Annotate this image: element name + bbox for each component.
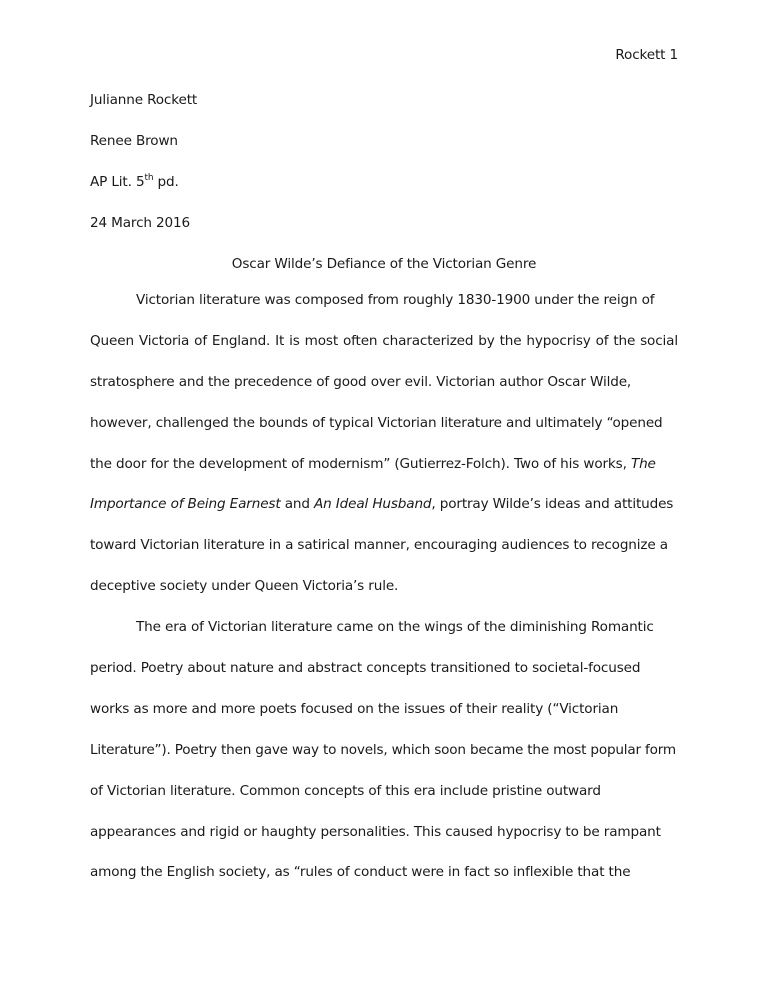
student-name: Julianne Rockett [90,92,198,108]
paragraph-1-line: Queen Victoria of England. It is most often characterized by the hypocrisy of the social [90,332,678,349]
running-head: Rockett 1 [615,47,678,63]
course-superscript: th [144,173,154,183]
paragraph-2-line: period. Poetry about nature and abstract concepts transitioned to societal-focused [90,660,641,677]
essay-body [90,290,678,903]
essay-title: Oscar Wilde’s Defiance of the Victorian Genre [231,256,537,272]
paragraph-1-line: Victorian literature was composed from roughly 1830-1900 under the reign of [136,292,655,308]
paragraph-1-line [90,494,678,535]
paragraph-2-line: of Victorian literature. Common concepts of this era include pristine outward [90,782,601,799]
paragraph-2-line: The era of Victorian literature came on the wings of the diminishing Romantic [136,619,654,636]
italic-title-fragment: The [630,455,656,472]
paragraph-1-line: toward Victorian literature in a satirical manner, encouraging audiences to recognize a [90,537,668,554]
line-text: the door for the development of modernism” (Gutierrez-Folch). Two of his works, [90,455,627,472]
mla-heading [90,90,197,254]
paragraph-2-line: among the English society, as “rules of conduct were in fact so inflexible that the [90,864,631,881]
paragraph-2-line: works as more and more poets focused on the issues of their reality (“Victorian [90,700,619,717]
paragraph-2-line: appearances and rigid or haughty personalities. This caused hypocrisy to be rampant [90,823,661,840]
course-name [90,172,197,213]
paragraph-1-line: stratosphere and the precedence of good over evil. Victorian author Oscar Wilde, [90,373,632,390]
line-text: and [280,496,314,513]
paragraph-1-line: deceptive society under Queen Victoria’s rule. [90,578,399,595]
italic-work-title: Importance of Being Earnest [90,496,281,513]
paragraph-1-line: however, challenged the bounds of typical Victorian literature and ultimately “opened [90,414,663,431]
line-text: , portray Wilde’s ideas and attitudes [431,496,674,513]
essay-date: 24 March 2016 [90,215,191,231]
course-prefix: AP Lit. 5 [90,174,145,190]
paragraph-1-line [90,454,678,495]
paragraph-2-line: Literature”). Poetry then gave way to novels, which soon became the most popular form [90,741,676,758]
course-suffix: pd. [153,174,179,190]
italic-work-title: An Ideal Husband [314,496,432,513]
teacher-name: Renee Brown [90,133,178,149]
